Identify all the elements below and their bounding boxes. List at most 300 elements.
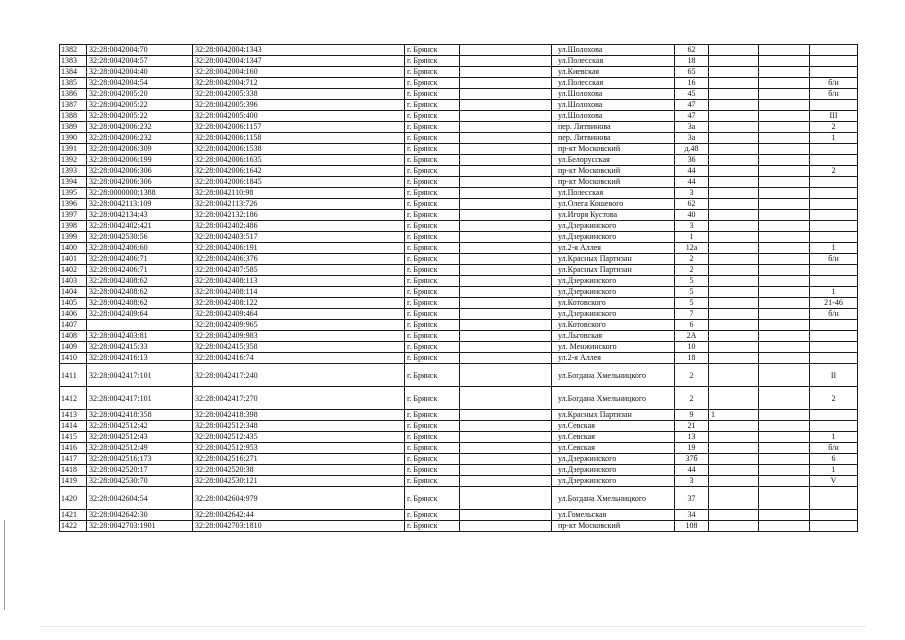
table-row: [60, 265, 858, 276]
house-number-cell: 3: [675, 476, 709, 487]
table-row: [60, 410, 858, 421]
city-cell: г. Брянск: [405, 287, 460, 298]
apartment-cell: 2: [810, 122, 858, 133]
row-number-cell: 1398: [60, 221, 87, 232]
empty-cell: [460, 387, 552, 410]
building-cadastral-cell: 32:28:0042006:1158: [193, 133, 405, 144]
house-number-cell: 34: [675, 510, 709, 521]
house-number-cell: 21: [675, 421, 709, 432]
empty-cell: [460, 287, 552, 298]
building-cadastral-cell: 32:28:0042409:965: [193, 320, 405, 331]
empty-cell: [460, 177, 552, 188]
house-number-cell: 18: [675, 56, 709, 67]
house-number-cell: 2: [675, 254, 709, 265]
street-cell: ул.Красных Партизан: [552, 410, 675, 421]
table-row: [60, 221, 858, 232]
city-cell: г. Брянск: [405, 144, 460, 155]
apartment-cell: 1: [810, 432, 858, 443]
apartment-cell: [810, 199, 858, 210]
empty-cell: [759, 155, 810, 166]
row-number-cell: 1405: [60, 298, 87, 309]
city-cell: г. Брянск: [405, 210, 460, 221]
house-number-cell: 40: [675, 210, 709, 221]
apartment-cell: 1: [810, 287, 858, 298]
land-cadastral-cell: 32:28:0042006:306: [87, 166, 193, 177]
city-cell: г. Брянск: [405, 320, 460, 331]
empty-cell: [759, 510, 810, 521]
house-number-cell: д.48: [675, 144, 709, 155]
table-row: [60, 144, 858, 155]
empty-cell: [759, 410, 810, 421]
street-cell: ул.Богдана Хмельницкого: [552, 387, 675, 410]
land-cadastral-cell: 32:28:0042005:20: [87, 89, 193, 100]
apartment-cell: [810, 100, 858, 111]
apartment-cell: III: [810, 111, 858, 122]
empty-cell: [460, 465, 552, 476]
building-cadastral-cell: 32:28:0042004:160: [193, 67, 405, 78]
street-cell: ул.Дзержинского: [552, 221, 675, 232]
land-cadastral-cell: 32:28:0042512:43: [87, 432, 193, 443]
land-cadastral-cell: 32:28:0042418:358: [87, 410, 193, 421]
apartment-cell: [810, 331, 858, 342]
empty-cell: [460, 133, 552, 144]
house-number-cell: 3а: [675, 122, 709, 133]
street-cell: ул.Белорусская: [552, 155, 675, 166]
city-cell: г. Брянск: [405, 122, 460, 133]
apartment-cell: 6: [810, 454, 858, 465]
apartment-cell: б/н: [810, 254, 858, 265]
row-number-cell: 1395: [60, 188, 87, 199]
empty-cell: [460, 443, 552, 454]
empty-cell: [460, 364, 552, 387]
building-cadastral-cell: 32:28:0042520:38: [193, 465, 405, 476]
building-cadastral-cell: 32:28:0042005:338: [193, 89, 405, 100]
empty-cell: [759, 454, 810, 465]
row-number-cell: 1403: [60, 276, 87, 287]
empty-cell: [759, 166, 810, 177]
street-cell: ул.Богдана Хмельницкого: [552, 487, 675, 510]
empty-cell: [460, 320, 552, 331]
land-cadastral-cell: 32:28:0042642:30: [87, 510, 193, 521]
land-cadastral-cell: 32:28:0042512:42: [87, 421, 193, 432]
city-cell: г. Брянск: [405, 177, 460, 188]
land-cadastral-cell: 32:28:0042402:421: [87, 221, 193, 232]
apartment-cell: [810, 67, 858, 78]
table-row: [60, 166, 858, 177]
house-number-cell: 16: [675, 78, 709, 89]
street-cell: ул.Севская: [552, 432, 675, 443]
land-cadastral-cell: 32:28:0000000:1388: [87, 188, 193, 199]
street-cell: ул.Киевская: [552, 67, 675, 78]
empty-cell: [460, 276, 552, 287]
mark-cell: [709, 177, 759, 188]
land-cadastral-cell: 32:28:0042703:1901: [87, 521, 193, 532]
table-row: [60, 276, 858, 287]
street-cell: ул.2-я Аллея: [552, 353, 675, 364]
house-number-cell: 62: [675, 199, 709, 210]
row-number-cell: 1392: [60, 155, 87, 166]
building-cadastral-cell: 32:28:0042417:270: [193, 387, 405, 410]
empty-cell: [460, 122, 552, 133]
mark-cell: [709, 443, 759, 454]
table-row: [60, 100, 858, 111]
city-cell: г. Брянск: [405, 454, 460, 465]
city-cell: г. Брянск: [405, 221, 460, 232]
row-number-cell: 1404: [60, 287, 87, 298]
city-cell: г. Брянск: [405, 155, 460, 166]
row-number-cell: 1414: [60, 421, 87, 432]
street-cell: ул.Шолохова: [552, 89, 675, 100]
city-cell: г. Брянск: [405, 510, 460, 521]
land-cadastral-cell: 32:28:0042004:54: [87, 78, 193, 89]
street-cell: ул.Олега Кошевого: [552, 199, 675, 210]
empty-cell: [759, 487, 810, 510]
city-cell: г. Брянск: [405, 56, 460, 67]
mark-cell: 1: [709, 410, 759, 421]
empty-cell: [759, 243, 810, 254]
row-number-cell: 1382: [60, 45, 87, 56]
empty-cell: [759, 67, 810, 78]
land-cadastral-cell: 32:28:0042006:232: [87, 122, 193, 133]
mark-cell: [709, 364, 759, 387]
building-cadastral-cell: 32:28:0042409:983: [193, 331, 405, 342]
building-cadastral-cell: 32:28:0042512:953: [193, 443, 405, 454]
empty-cell: [460, 188, 552, 199]
empty-cell: [460, 487, 552, 510]
apartment-cell: [810, 510, 858, 521]
table-row: [60, 254, 858, 265]
empty-cell: [759, 421, 810, 432]
building-cadastral-cell: 32:28:0042004:712: [193, 78, 405, 89]
building-cadastral-cell: 32:28:0042005:400: [193, 111, 405, 122]
mark-cell: [709, 89, 759, 100]
table-row: [60, 476, 858, 487]
street-cell: ул.Севская: [552, 443, 675, 454]
empty-cell: [759, 111, 810, 122]
house-number-cell: 10: [675, 342, 709, 353]
city-cell: г. Брянск: [405, 432, 460, 443]
city-cell: г. Брянск: [405, 133, 460, 144]
apartment-cell: [810, 155, 858, 166]
house-number-cell: 19: [675, 443, 709, 454]
empty-cell: [460, 243, 552, 254]
house-number-cell: 13: [675, 432, 709, 443]
building-cadastral-cell: 32:28:0042642:44: [193, 510, 405, 521]
mark-cell: [709, 476, 759, 487]
street-cell: ул.Дзержинского: [552, 476, 675, 487]
city-cell: г. Брянск: [405, 100, 460, 111]
empty-cell: [460, 78, 552, 89]
row-number-cell: 1412: [60, 387, 87, 410]
empty-cell: [460, 210, 552, 221]
building-cadastral-cell: 32:28:0042415:358: [193, 342, 405, 353]
land-cadastral-cell: 32:28:0042134:43: [87, 210, 193, 221]
table-row: [60, 89, 858, 100]
building-cadastral-cell: 32:28:0042512:348: [193, 421, 405, 432]
empty-cell: [460, 56, 552, 67]
mark-cell: [709, 56, 759, 67]
city-cell: г. Брянск: [405, 487, 460, 510]
apartment-cell: [810, 342, 858, 353]
apartment-cell: [810, 177, 858, 188]
table-row: [60, 320, 858, 331]
row-number-cell: 1396: [60, 199, 87, 210]
row-number-cell: 1408: [60, 331, 87, 342]
empty-cell: [759, 309, 810, 320]
row-number-cell: 1397: [60, 210, 87, 221]
mark-cell: [709, 298, 759, 309]
city-cell: г. Брянск: [405, 521, 460, 532]
street-cell: ул.Шолохова: [552, 111, 675, 122]
apartment-cell: [810, 232, 858, 243]
city-cell: г. Брянск: [405, 364, 460, 387]
empty-cell: [460, 476, 552, 487]
land-cadastral-cell: 32:28:0042408:62: [87, 298, 193, 309]
apartment-cell: 2: [810, 387, 858, 410]
empty-cell: [460, 298, 552, 309]
city-cell: г. Брянск: [405, 232, 460, 243]
empty-cell: [460, 144, 552, 155]
empty-cell: [460, 67, 552, 78]
city-cell: г. Брянск: [405, 111, 460, 122]
table-row: [60, 487, 858, 510]
empty-cell: [759, 476, 810, 487]
building-cadastral-cell: 32:28:0042110:98: [193, 188, 405, 199]
building-cadastral-cell: 32:28:0042418:398: [193, 410, 405, 421]
row-number-cell: 1410: [60, 353, 87, 364]
city-cell: г. Брянск: [405, 276, 460, 287]
building-cadastral-cell: 32:28:0042006:1635: [193, 155, 405, 166]
mark-cell: [709, 454, 759, 465]
apartment-cell: 1: [810, 243, 858, 254]
row-number-cell: 1389: [60, 122, 87, 133]
empty-cell: [460, 510, 552, 521]
land-cadastral-cell: 32:28:0042406:60: [87, 243, 193, 254]
land-cadastral-cell: 32:28:0042516:173: [87, 454, 193, 465]
building-cadastral-cell: 32:28:0042703:1810: [193, 521, 405, 532]
row-number-cell: 1400: [60, 243, 87, 254]
empty-cell: [460, 111, 552, 122]
table-row: [60, 122, 858, 133]
row-number-cell: 1422: [60, 521, 87, 532]
city-cell: г. Брянск: [405, 353, 460, 364]
empty-cell: [460, 155, 552, 166]
house-number-cell: 62: [675, 45, 709, 56]
empty-cell: [759, 199, 810, 210]
building-cadastral-cell: 32:28:0042406:191: [193, 243, 405, 254]
empty-cell: [759, 56, 810, 67]
row-number-cell: 1386: [60, 89, 87, 100]
register-rows: [60, 45, 858, 532]
mark-cell: [709, 331, 759, 342]
empty-cell: [759, 144, 810, 155]
house-number-cell: 2: [675, 364, 709, 387]
table-row: [60, 465, 858, 476]
row-number-cell: 1388: [60, 111, 87, 122]
empty-cell: [759, 342, 810, 353]
building-cadastral-cell: 32:28:0042132:186: [193, 210, 405, 221]
empty-cell: [759, 265, 810, 276]
building-cadastral-cell: 32:28:0042409:464: [193, 309, 405, 320]
street-cell: ул.Богдана Хмельницкого: [552, 364, 675, 387]
table-row: [60, 298, 858, 309]
mark-cell: [709, 166, 759, 177]
mark-cell: [709, 265, 759, 276]
street-cell: ул.Дзержинского: [552, 465, 675, 476]
building-cadastral-cell: 32:28:0042408:113: [193, 276, 405, 287]
street-cell: ул.Шолохова: [552, 100, 675, 111]
apartment-cell: [810, 521, 858, 532]
row-number-cell: 1406: [60, 309, 87, 320]
city-cell: г. Брянск: [405, 298, 460, 309]
empty-cell: [759, 298, 810, 309]
mark-cell: [709, 521, 759, 532]
mark-cell: [709, 276, 759, 287]
building-cadastral-cell: 32:28:0042407:585: [193, 265, 405, 276]
table-row: [60, 510, 858, 521]
house-number-cell: 5: [675, 276, 709, 287]
land-cadastral-cell: 32:28:0042530:70: [87, 476, 193, 487]
land-cadastral-cell: 32:28:0042415:33: [87, 342, 193, 353]
mark-cell: [709, 232, 759, 243]
building-cadastral-cell: 32:28:0042004:1347: [193, 56, 405, 67]
empty-cell: [759, 432, 810, 443]
empty-cell: [460, 265, 552, 276]
table-row: [60, 177, 858, 188]
table-row: [60, 243, 858, 254]
table-row: [60, 133, 858, 144]
mark-cell: [709, 353, 759, 364]
house-number-cell: 5: [675, 298, 709, 309]
table-row: [60, 111, 858, 122]
house-number-cell: 2А: [675, 331, 709, 342]
street-cell: ул.Красных Партизан: [552, 254, 675, 265]
empty-cell: [759, 232, 810, 243]
street-cell: пр-кт Московский: [552, 166, 675, 177]
city-cell: г. Брянск: [405, 465, 460, 476]
empty-cell: [759, 465, 810, 476]
empty-cell: [759, 133, 810, 144]
empty-cell: [759, 210, 810, 221]
mark-cell: [709, 510, 759, 521]
table-row: [60, 45, 858, 56]
table-row: [60, 454, 858, 465]
apartment-cell: [810, 487, 858, 510]
city-cell: г. Брянск: [405, 342, 460, 353]
house-number-cell: 47: [675, 111, 709, 122]
mark-cell: [709, 155, 759, 166]
house-number-cell: 7: [675, 309, 709, 320]
land-cadastral-cell: 32:28:0042417:101: [87, 364, 193, 387]
street-cell: ул.Льговская: [552, 331, 675, 342]
table-row: [60, 342, 858, 353]
land-cadastral-cell: 32:28:0042113:109: [87, 199, 193, 210]
building-cadastral-cell: 32:28:0042005:396: [193, 100, 405, 111]
property-register-table: [59, 44, 858, 532]
row-number-cell: 1417: [60, 454, 87, 465]
table-row: [60, 287, 858, 298]
building-cadastral-cell: 32:28:0042004:1343: [193, 45, 405, 56]
street-cell: ул.Красных Партизан: [552, 265, 675, 276]
row-number-cell: 1421: [60, 510, 87, 521]
street-cell: ул.Полесская: [552, 56, 675, 67]
street-cell: пер. Литвинова: [552, 122, 675, 133]
mark-cell: [709, 320, 759, 331]
table-row: [60, 387, 858, 410]
mark-cell: [709, 342, 759, 353]
city-cell: г. Брянск: [405, 265, 460, 276]
empty-cell: [460, 199, 552, 210]
empty-cell: [759, 521, 810, 532]
building-cadastral-cell: 32:28:0042006:1157: [193, 122, 405, 133]
building-cadastral-cell: 32:28:0042516:271: [193, 454, 405, 465]
building-cadastral-cell: 32:28:0042530:121: [193, 476, 405, 487]
city-cell: г. Брянск: [405, 188, 460, 199]
empty-cell: [460, 232, 552, 243]
mark-cell: [709, 144, 759, 155]
apartment-cell: [810, 221, 858, 232]
apartment-cell: 1: [810, 465, 858, 476]
table-row: [60, 56, 858, 67]
table-row: [60, 521, 858, 532]
mark-cell: [709, 421, 759, 432]
table-row: [60, 309, 858, 320]
row-number-cell: 1416: [60, 443, 87, 454]
empty-cell: [759, 221, 810, 232]
empty-cell: [759, 254, 810, 265]
house-number-cell: 44: [675, 465, 709, 476]
building-cadastral-cell: 32:28:0042403:517: [193, 232, 405, 243]
row-number-cell: 1409: [60, 342, 87, 353]
city-cell: г. Брянск: [405, 443, 460, 454]
empty-cell: [460, 353, 552, 364]
table-row: [60, 67, 858, 78]
house-number-cell: 2: [675, 387, 709, 410]
street-cell: ул.Дзержинского: [552, 232, 675, 243]
empty-cell: [460, 342, 552, 353]
row-number-cell: 1415: [60, 432, 87, 443]
mark-cell: [709, 465, 759, 476]
scan-artifact-line: [40, 626, 865, 627]
land-cadastral-cell: 32:28:0042520:17: [87, 465, 193, 476]
mark-cell: [709, 122, 759, 133]
empty-cell: [759, 100, 810, 111]
street-cell: ул.Дзержинского: [552, 276, 675, 287]
street-cell: ул.Дзержинского: [552, 454, 675, 465]
city-cell: г. Брянск: [405, 78, 460, 89]
land-cadastral-cell: 32:28:0042004:40: [87, 67, 193, 78]
row-number-cell: 1384: [60, 67, 87, 78]
apartment-cell: [810, 188, 858, 199]
street-cell: ул.Гомельская: [552, 510, 675, 521]
building-cadastral-cell: 32:28:0042406:376: [193, 254, 405, 265]
house-number-cell: 5: [675, 287, 709, 298]
land-cadastral-cell: 32:28:0042004:57: [87, 56, 193, 67]
mark-cell: [709, 309, 759, 320]
street-cell: ул.Полесская: [552, 188, 675, 199]
apartment-cell: 1: [810, 133, 858, 144]
scan-edge-mark: [4, 520, 5, 610]
empty-cell: [759, 331, 810, 342]
street-cell: ул.2-я Аллея: [552, 243, 675, 254]
empty-cell: [460, 421, 552, 432]
table-row: [60, 232, 858, 243]
row-number-cell: 1418: [60, 465, 87, 476]
table-row: [60, 78, 858, 89]
building-cadastral-cell: 32:28:0042416:74: [193, 353, 405, 364]
row-number-cell: 1401: [60, 254, 87, 265]
table-row: [60, 199, 858, 210]
